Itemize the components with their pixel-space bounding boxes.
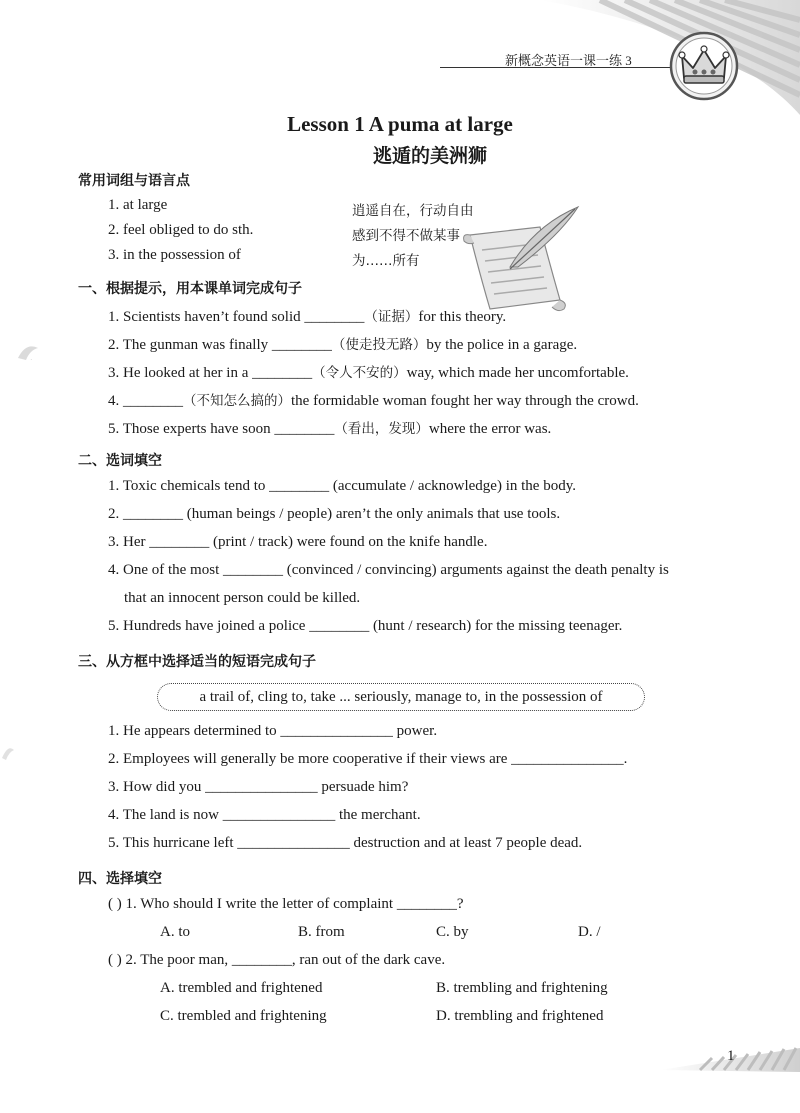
vocab-meaning: 为……所有 bbox=[352, 253, 420, 269]
lesson-subtitle: 逃遁的美洲狮 bbox=[372, 145, 487, 167]
vocab-meaning: 感到不得不做某事 bbox=[352, 228, 460, 244]
sentence-text: for this theory. bbox=[418, 309, 507, 325]
hint-text: （看出，发现） bbox=[334, 421, 429, 437]
list-item: 1. Toxic chemicals tend to ________ (accumulate / acknowledge) in the body. bbox=[108, 478, 576, 494]
vocab-heading: 常用词组与语言点 bbox=[78, 173, 190, 189]
list-item: 4. One of the most ________ (convinced / convincing) arguments against the death penalty is bbox=[108, 562, 669, 578]
watermark-logo bbox=[8, 338, 58, 368]
sentence-text: 4. ________ bbox=[108, 393, 183, 409]
phrase-box: a trail of, cling to, take ... seriously, manage to, in the possession of bbox=[157, 683, 645, 711]
list-item: 2. Employees will generally be more cooperative if their views are _______________. bbox=[108, 751, 628, 767]
option: A. trembled and frightened bbox=[160, 980, 323, 996]
watermark-mark bbox=[0, 738, 16, 768]
list-item bbox=[108, 361, 629, 382]
list-item: 4. The land is now _______________ the merchant. bbox=[108, 807, 421, 823]
sentence-text: the formidable woman fought her way through the crowd. bbox=[291, 393, 639, 409]
crown-icon bbox=[668, 30, 740, 102]
option: D. trembling and frightened bbox=[436, 1008, 604, 1024]
sentence-text: way, which made her uncomfortable. bbox=[406, 365, 629, 381]
section1-heading: 一、根据提示，用本课单词完成句子 bbox=[78, 281, 302, 297]
vocab-term: 1. at large bbox=[108, 197, 168, 213]
hint-text: （不知怎么搞的） bbox=[183, 393, 291, 409]
option: B. trembling and frightening bbox=[436, 980, 608, 996]
footer-decoration bbox=[0, 1030, 800, 1113]
list-item bbox=[108, 305, 506, 326]
list-item: 3. How did you _______________ persuade him? bbox=[108, 779, 409, 795]
list-item bbox=[108, 417, 551, 438]
vocab-meaning: 逍遥自在，行动自由 bbox=[352, 203, 474, 219]
lesson-title: Lesson 1 A puma at large bbox=[287, 112, 513, 136]
list-item bbox=[108, 333, 577, 354]
list-item-continuation: that an innocent person could be killed. bbox=[124, 590, 361, 606]
list-item: 2. ________ (human beings / people) aren’t the only animals that use tools. bbox=[108, 506, 561, 522]
header-rule bbox=[440, 67, 678, 68]
sentence-text: by the police in a garage. bbox=[426, 337, 578, 353]
vocab-term: 3. in the possession of bbox=[108, 247, 241, 263]
section4-heading: 四、选择填空 bbox=[78, 871, 162, 887]
list-item bbox=[108, 389, 639, 410]
list-item: 5. This hurricane left _______________ destruction and at least 7 people dead. bbox=[108, 835, 583, 851]
list-item: 3. Her ________ (print / track) were found on the knife handle. bbox=[108, 534, 488, 550]
list-item: 5. Hundreds have joined a police ________ (hunt / research) for the missing teenager. bbox=[108, 618, 623, 634]
sentence-text: 5. Those experts have soon ________ bbox=[108, 421, 335, 437]
sentence-text: 1. Scientists haven’t found solid ________ bbox=[108, 309, 365, 325]
option: D. / bbox=[578, 924, 601, 940]
svg-text:.: . bbox=[30, 353, 33, 362]
sentence-text: 3. He looked at her in a ________ bbox=[108, 365, 313, 381]
hint-text: （证据） bbox=[364, 309, 419, 325]
option: C. trembled and frightening bbox=[160, 1008, 327, 1024]
vocab-term: 2. feel obliged to do sth. bbox=[108, 222, 254, 238]
list-item: 1. He appears determined to _______________ power. bbox=[108, 723, 438, 739]
option: B. from bbox=[298, 924, 345, 940]
hint-text: （令人不安的） bbox=[312, 365, 407, 381]
option: A. to bbox=[160, 924, 190, 940]
option: C. by bbox=[436, 924, 469, 940]
page-number: 1 bbox=[727, 1048, 735, 1064]
quill-scroll-illustration bbox=[440, 205, 580, 315]
sentence-text: 2. The gunman was finally ________ bbox=[108, 337, 332, 353]
question-stem: ( ) 1. Who should I write the letter of complaint ________? bbox=[108, 896, 464, 912]
section2-heading: 二、选词填空 bbox=[78, 453, 162, 469]
sentence-text: where the error was. bbox=[428, 421, 552, 437]
question-stem: ( ) 2. The poor man, ________, ran out of the dark cave. bbox=[108, 952, 446, 968]
section3-heading: 三、从方框中选择适当的短语完成句子 bbox=[78, 654, 316, 670]
hint-text: （使走投无路） bbox=[331, 337, 427, 353]
book-title: 新概念英语一课一练 3 bbox=[505, 53, 632, 68]
